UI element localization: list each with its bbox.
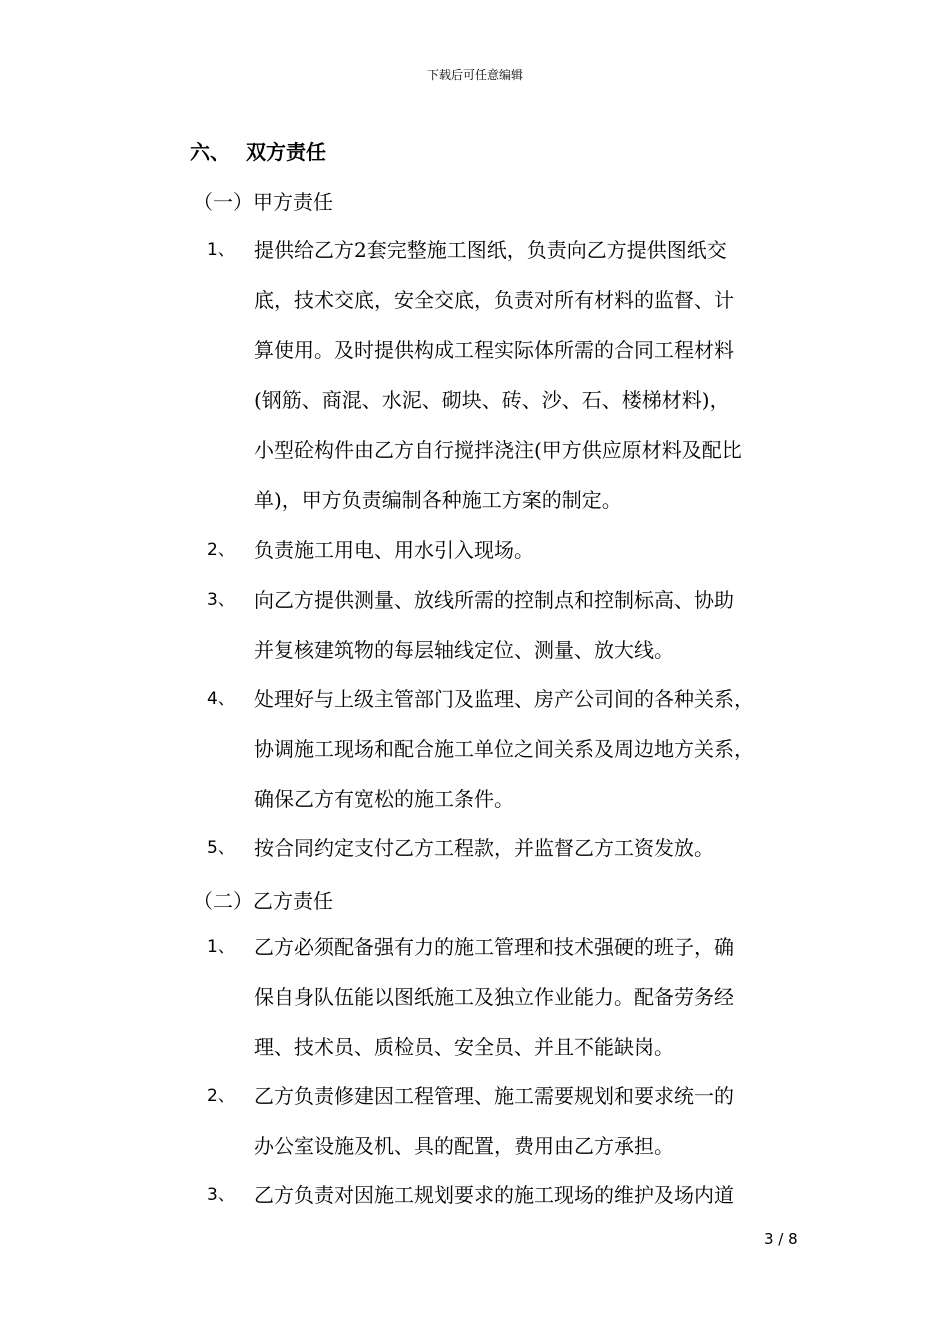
- item-line: 单)，甲方负责编制各种施工方案的制定。: [254, 488, 622, 512]
- item-line: 负责施工用电、用水引入现场。: [254, 538, 534, 562]
- item-line: 底，技术交底，安全交底，负责对所有材料的监督、计: [254, 288, 734, 312]
- item-line: 乙方负责对因施工规划要求的施工现场的维护及场内道: [254, 1183, 734, 1207]
- section-title: [190, 136, 326, 165]
- item-line: 并复核建筑物的每层轴线定位、测量、放大线。: [254, 638, 674, 662]
- item-line: 保自身队伍能以图纸施工及独立作业能力。配备劳务经: [254, 985, 734, 1009]
- page-header: 下载后可任意编辑: [426, 68, 523, 82]
- party-b-item-1: [207, 922, 827, 1072]
- item-line: 乙方必须配备强有力的施工管理和技术强硬的班子，确: [254, 935, 734, 959]
- item-number: 2、: [207, 1086, 235, 1106]
- item-line: 按合同约定支付乙方工程款，并监督乙方工资发放。: [254, 836, 714, 860]
- party-b-heading: （二）乙方责任: [193, 889, 333, 913]
- item-number: 3、: [207, 1185, 235, 1205]
- item-line: (钢筋、商混、水泥、砌块、砖、沙、石、楼梯材料)，: [254, 388, 730, 412]
- party-b-item-2: [207, 1071, 827, 1171]
- item-line: 处理好与上级主管部门及监理、房产公司间的各种关系，: [254, 687, 754, 711]
- item-line: 协调施工现场和配合施工单位之间关系及周边地方关系，: [254, 737, 754, 761]
- item-number: 4、: [207, 689, 235, 709]
- party-b-item-3: [207, 1170, 827, 1220]
- item-line: 乙方负责修建因工程管理、施工需要规划和要求统一的: [254, 1084, 734, 1108]
- item-line: 确保乙方有宽松的施工条件。: [254, 787, 514, 811]
- party-a-item-2: [207, 525, 827, 575]
- item-number: 5、: [207, 838, 235, 858]
- party-a-item-5: [207, 823, 827, 873]
- party-a-item-1: [207, 225, 827, 525]
- item-number: 3、: [207, 590, 235, 610]
- item-number: 1、: [207, 240, 235, 260]
- item-line: 办公室设施及机、具的配置，费用由乙方承担。: [254, 1134, 674, 1158]
- section-number: 六、: [190, 140, 230, 164]
- item-line: 算使用。及时提供构成工程实际体所需的合同工程材料: [254, 338, 734, 362]
- item-line: 小型砼构件由乙方自行搅拌浇注(甲方供应原材料及配比: [254, 438, 742, 462]
- item-line: 向乙方提供测量、放线所需的控制点和控制标高、协助: [254, 588, 734, 612]
- item-line: 提供给乙方2套完整施工图纸，负责向乙方提供图纸交: [254, 238, 727, 262]
- item-line: 理、技术员、质检员、安全员、并且不能缺岗。: [254, 1035, 674, 1059]
- party-a-item-4: [207, 674, 827, 824]
- section-title-text: 双方责任: [246, 140, 326, 164]
- party-a-item-3: [207, 575, 827, 675]
- page-number: 3 / 8: [764, 1230, 798, 1248]
- item-number: 1、: [207, 937, 235, 957]
- item-number: 2、: [207, 540, 235, 560]
- party-a-heading: （一）甲方责任: [193, 190, 333, 214]
